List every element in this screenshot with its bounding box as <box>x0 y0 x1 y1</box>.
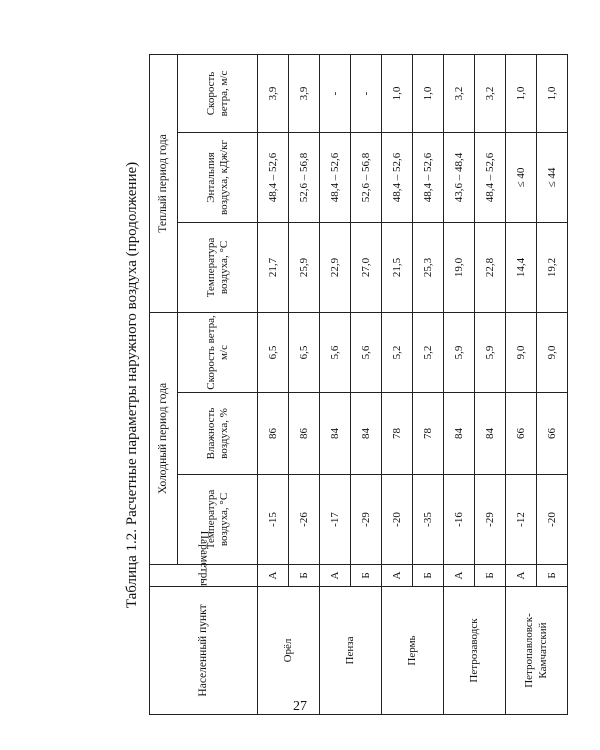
warm-enthalpy-cell: 48,4 – 52,6 <box>475 132 506 222</box>
warm-wind-cell: 3,2 <box>475 54 506 132</box>
warm-enthalpy-cell: ≤ 40 <box>506 132 537 222</box>
city-name: Петропавловск-Камчатский <box>506 587 568 715</box>
cold-temp-cell: -29 <box>351 475 382 565</box>
warm-enthalpy-cell: 48,4 – 52,6 <box>382 132 413 222</box>
page-number: 27 <box>293 699 307 714</box>
warm-enthalpy-cell: 48,4 – 52,6 <box>258 132 289 222</box>
warm-wind-cell: 1,0 <box>382 54 413 132</box>
warm-enthalpy-cell: 52,6 – 56,8 <box>351 132 382 222</box>
warm-wind-cell: 3,9 <box>258 54 289 132</box>
cold-humidity-cell: 84 <box>475 393 506 475</box>
param-cell: Б <box>475 565 506 587</box>
warm-temp-cell: 22,8 <box>475 222 506 312</box>
cold-wind-cell: 6,5 <box>289 312 320 392</box>
table-row <box>320 54 351 714</box>
warm-wind-cell: 3,2 <box>444 54 475 132</box>
header-warm-enthalpy: Энтальпия воздуха, кДж/кг <box>178 132 258 222</box>
cold-temp-cell: -29 <box>475 475 506 565</box>
cold-temp-cell: -20 <box>382 475 413 565</box>
warm-wind-cell: 1,0 <box>537 54 568 132</box>
cold-wind-cell: 5,2 <box>382 312 413 392</box>
warm-temp-cell: 14,4 <box>506 222 537 312</box>
city-name: Петрозаводск <box>444 587 506 715</box>
header-cold-humidity: Влажность воздуха, % <box>178 393 258 475</box>
cold-humidity-cell: 84 <box>351 393 382 475</box>
cold-wind-cell: 9,0 <box>506 312 537 392</box>
header-cold-wind: Скорость ветра, м/с <box>178 312 258 392</box>
param-cell: Б <box>537 565 568 587</box>
header-params-label: Параметры <box>198 530 211 586</box>
param-cell: А <box>258 565 289 587</box>
table-caption: Таблица 1.2. Расчетные параметры наружного воздуха (продолжение) <box>124 161 140 609</box>
rotated-table-sheet <box>120 55 558 715</box>
table-row <box>506 54 537 714</box>
table-row <box>382 54 413 714</box>
cold-temp-cell: -35 <box>413 475 444 565</box>
table-row <box>444 54 475 714</box>
warm-wind-cell: 1,0 <box>506 54 537 132</box>
warm-temp-cell: 25,9 <box>289 222 320 312</box>
header-cold-period: Холодный период года <box>150 312 178 564</box>
warm-enthalpy-cell: 43,6 – 48,4 <box>444 132 475 222</box>
warm-enthalpy-cell: 48,4 – 52,6 <box>320 132 351 222</box>
cold-temp-cell: -20 <box>537 475 568 565</box>
cold-humidity-cell: 86 <box>289 393 320 475</box>
city-name: Пенза <box>320 587 382 715</box>
cold-temp-cell: -15 <box>258 475 289 565</box>
header-city: Населенный пункт <box>150 587 258 715</box>
warm-temp-cell: 19,0 <box>444 222 475 312</box>
warm-temp-cell: 25,3 <box>413 222 444 312</box>
cold-humidity-cell: 66 <box>506 393 537 475</box>
cold-wind-cell: 5,9 <box>444 312 475 392</box>
header-warm-period: Теплый период года <box>150 54 178 312</box>
header-cold-temp: Температура воздуха, °С <box>178 475 258 565</box>
warm-enthalpy-cell: ≤ 44 <box>537 132 568 222</box>
warm-temp-cell: 22,9 <box>320 222 351 312</box>
header-warm-temp: Температура воздуха, °С <box>178 222 258 312</box>
param-cell: Б <box>351 565 382 587</box>
warm-temp-cell: 21,5 <box>382 222 413 312</box>
param-cell: Б <box>289 565 320 587</box>
city-name: Орёл <box>258 587 320 715</box>
param-cell: А <box>444 565 475 587</box>
cold-temp-cell: -16 <box>444 475 475 565</box>
cold-wind-cell: 5,6 <box>320 312 351 392</box>
warm-temp-cell: 21,7 <box>258 222 289 312</box>
cold-wind-cell: 9,0 <box>537 312 568 392</box>
warm-wind-cell: - <box>351 54 382 132</box>
header-params <box>150 530 258 587</box>
city-name: Пермь <box>382 587 444 715</box>
param-cell: А <box>506 565 537 587</box>
warm-wind-cell: - <box>320 54 351 132</box>
cold-wind-cell: 5,6 <box>351 312 382 392</box>
cold-humidity-cell: 78 <box>413 393 444 475</box>
warm-temp-cell: 19,2 <box>537 222 568 312</box>
cold-humidity-cell: 66 <box>537 393 568 475</box>
warm-temp-cell: 27,0 <box>351 222 382 312</box>
climate-parameters-table <box>149 54 568 715</box>
cold-wind-cell: 5,9 <box>475 312 506 392</box>
warm-wind-cell: 1,0 <box>413 54 444 132</box>
cold-wind-cell: 6,5 <box>258 312 289 392</box>
cold-humidity-cell: 84 <box>320 393 351 475</box>
param-cell: А <box>320 565 351 587</box>
param-cell: А <box>382 565 413 587</box>
cold-humidity-cell: 78 <box>382 393 413 475</box>
table-row <box>258 54 289 714</box>
cold-wind-cell: 5,2 <box>413 312 444 392</box>
cold-temp-cell: -12 <box>506 475 537 565</box>
cold-temp-cell: -17 <box>320 475 351 565</box>
cold-temp-cell: -26 <box>289 475 320 565</box>
warm-enthalpy-cell: 52,6 – 56,8 <box>289 132 320 222</box>
param-cell: Б <box>413 565 444 587</box>
warm-enthalpy-cell: 48,4 – 52,6 <box>413 132 444 222</box>
header-warm-wind: Скорость ветра, м/с <box>178 54 258 132</box>
cold-humidity-cell: 86 <box>258 393 289 475</box>
cold-humidity-cell: 84 <box>444 393 475 475</box>
warm-wind-cell: 3,9 <box>289 54 320 132</box>
